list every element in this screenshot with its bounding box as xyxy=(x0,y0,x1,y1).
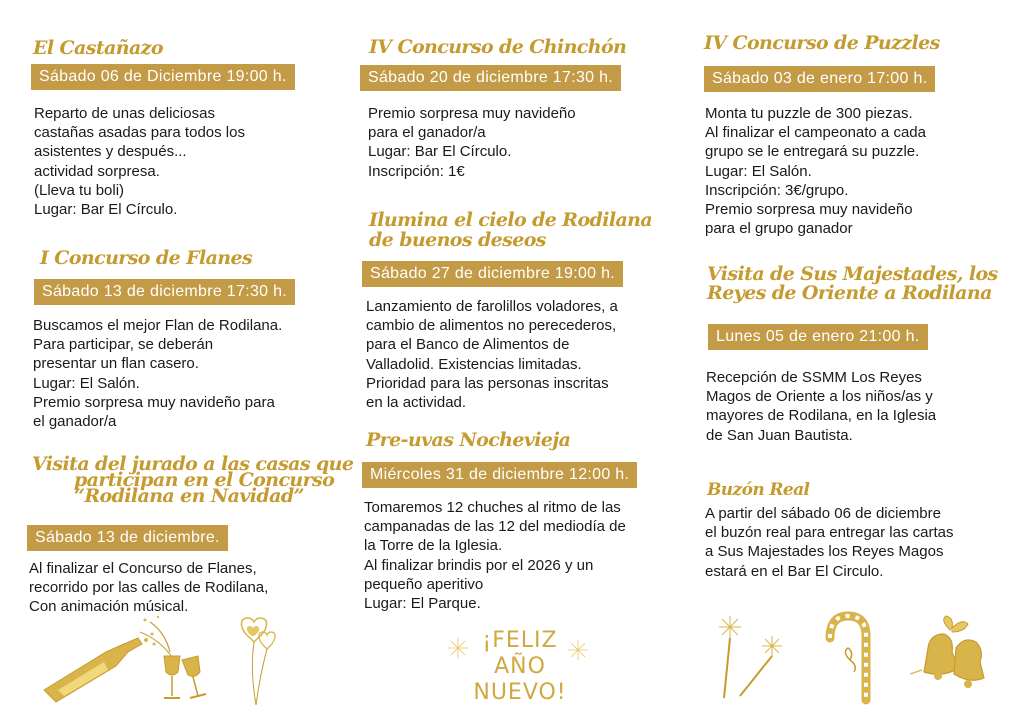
event-date-ilumina: Sábado 27 de diciembre 19:00 h. xyxy=(362,261,623,287)
event-date-flanes: Sábado 13 de diciembre 17:30 h. xyxy=(34,279,295,305)
event-date-jurado: Sábado 13 de diciembre. xyxy=(27,525,228,551)
toast-glasses-icon xyxy=(130,612,215,707)
event-title-reyes-line1: Visita de Sus Majestades, los xyxy=(707,263,998,285)
heart-balloons-icon xyxy=(230,610,285,710)
event-title-jurado-line1: Visita del jurado a las casas que xyxy=(32,453,354,475)
event-text-castanazo: Reparto de unas deliciosas castañas asadas para todos los asistentes y después... actividad sorpresa. (Lleva tu boli) Lugar: Bar El Círculo. xyxy=(34,105,245,219)
event-date-castanazo: Sábado 06 de Diciembre 19:00 h. xyxy=(31,64,295,90)
event-text-jurado: Al finalizar el Concurso de Flanes, recorrido por las calles de Rodilana, Con animación músical. xyxy=(29,560,269,616)
event-title-ilumina xyxy=(369,210,652,250)
bells-icon xyxy=(910,612,1000,702)
feliz-ano-nuevo xyxy=(470,628,570,706)
event-date-puzzles: Sábado 03 de enero 17:00 h. xyxy=(704,66,935,92)
event-title-chinchon: IV Concurso de Chinchón xyxy=(369,36,627,58)
event-text-chinchon: Premio sorpresa muy navideño para el ganador/a Lugar: Bar El Círculo. Inscripción: 1€ xyxy=(368,105,576,180)
event-title-jurado-line2: participan en el Concurso xyxy=(74,469,335,491)
event-title-ilumina-line1: Ilumina el cielo de Rodilana xyxy=(369,209,653,231)
feliz-line3: NUEVO! xyxy=(473,680,567,705)
event-title-preuvas: Pre-uvas Nochevieja xyxy=(366,429,571,451)
feliz-line1: ¡FELIZ xyxy=(482,628,558,653)
event-title-ilumina-line2: de buenos deseos xyxy=(369,229,546,251)
event-text-puzzles: Monta tu puzzle de 300 piezas. Al finalizar el campeonato a cada grupo se le entregará su puzzle. Lugar: El Salón. Inscripción: 3€/grupo. Premio sorpresa muy navideño para el grupo ganador xyxy=(705,105,926,238)
event-title-jurado-line3: “Rodilana en Navidad” xyxy=(74,485,304,507)
event-title-buzon: Buzón Real xyxy=(707,480,810,500)
event-text-ilumina: Lanzamiento de farolillos voladores, a cambio de alimentos no perecederos, para el Banco de Alimentos de Valladolid. Existencias limitadas. Prioridad para las personas inscritas en la actividad. xyxy=(366,298,618,412)
event-title-reyes-line2: Reyes de Oriente a Rodilana xyxy=(707,282,992,304)
event-title-flanes: I Concurso de Flanes xyxy=(40,247,253,269)
feliz-line2: AÑO xyxy=(494,654,546,679)
event-date-preuvas: Miércoles 31 de diciembre 12:00 h. xyxy=(362,462,637,488)
event-title-castanazo: El Castañazo xyxy=(33,37,163,59)
event-date-chinchon: Sábado 20 de diciembre 17:30 h. xyxy=(360,65,621,91)
event-text-buzon: A partir del sábado 06 de diciembre el buzón real para entregar las cartas a Sus Majestades los Reyes Magos estará en el Bar El Circulo. xyxy=(705,505,954,580)
event-text-flanes: Buscamos el mejor Flan de Rodilana. Para participar, se deberán presentar un flan casero. Lugar: El Salón. Premio sorpresa muy navideño para el ganador/a xyxy=(33,317,283,431)
firework-icon xyxy=(710,612,795,702)
event-title-jurado xyxy=(32,453,354,507)
event-title-puzzles: IV Concurso de Puzzles xyxy=(704,32,940,54)
event-title-reyes xyxy=(707,265,998,303)
event-text-preuvas: Tomaremos 12 chuches al ritmo de las campanadas de las 12 del mediodía de la Torre de la Iglesia. Al finalizar brindis por el 2026 y un pequeño aperitivo Lugar: El Parque. xyxy=(364,499,626,613)
event-date-reyes: Lunes 05 de enero 21:00 h. xyxy=(708,324,928,350)
event-text-reyes: Recepción de SSMM Los Reyes Magos de Oriente a los niños/as y mayores de Rodilana, en la Iglesia de San Juan Bautista. xyxy=(706,369,937,444)
candy-cane-icon xyxy=(818,610,878,705)
